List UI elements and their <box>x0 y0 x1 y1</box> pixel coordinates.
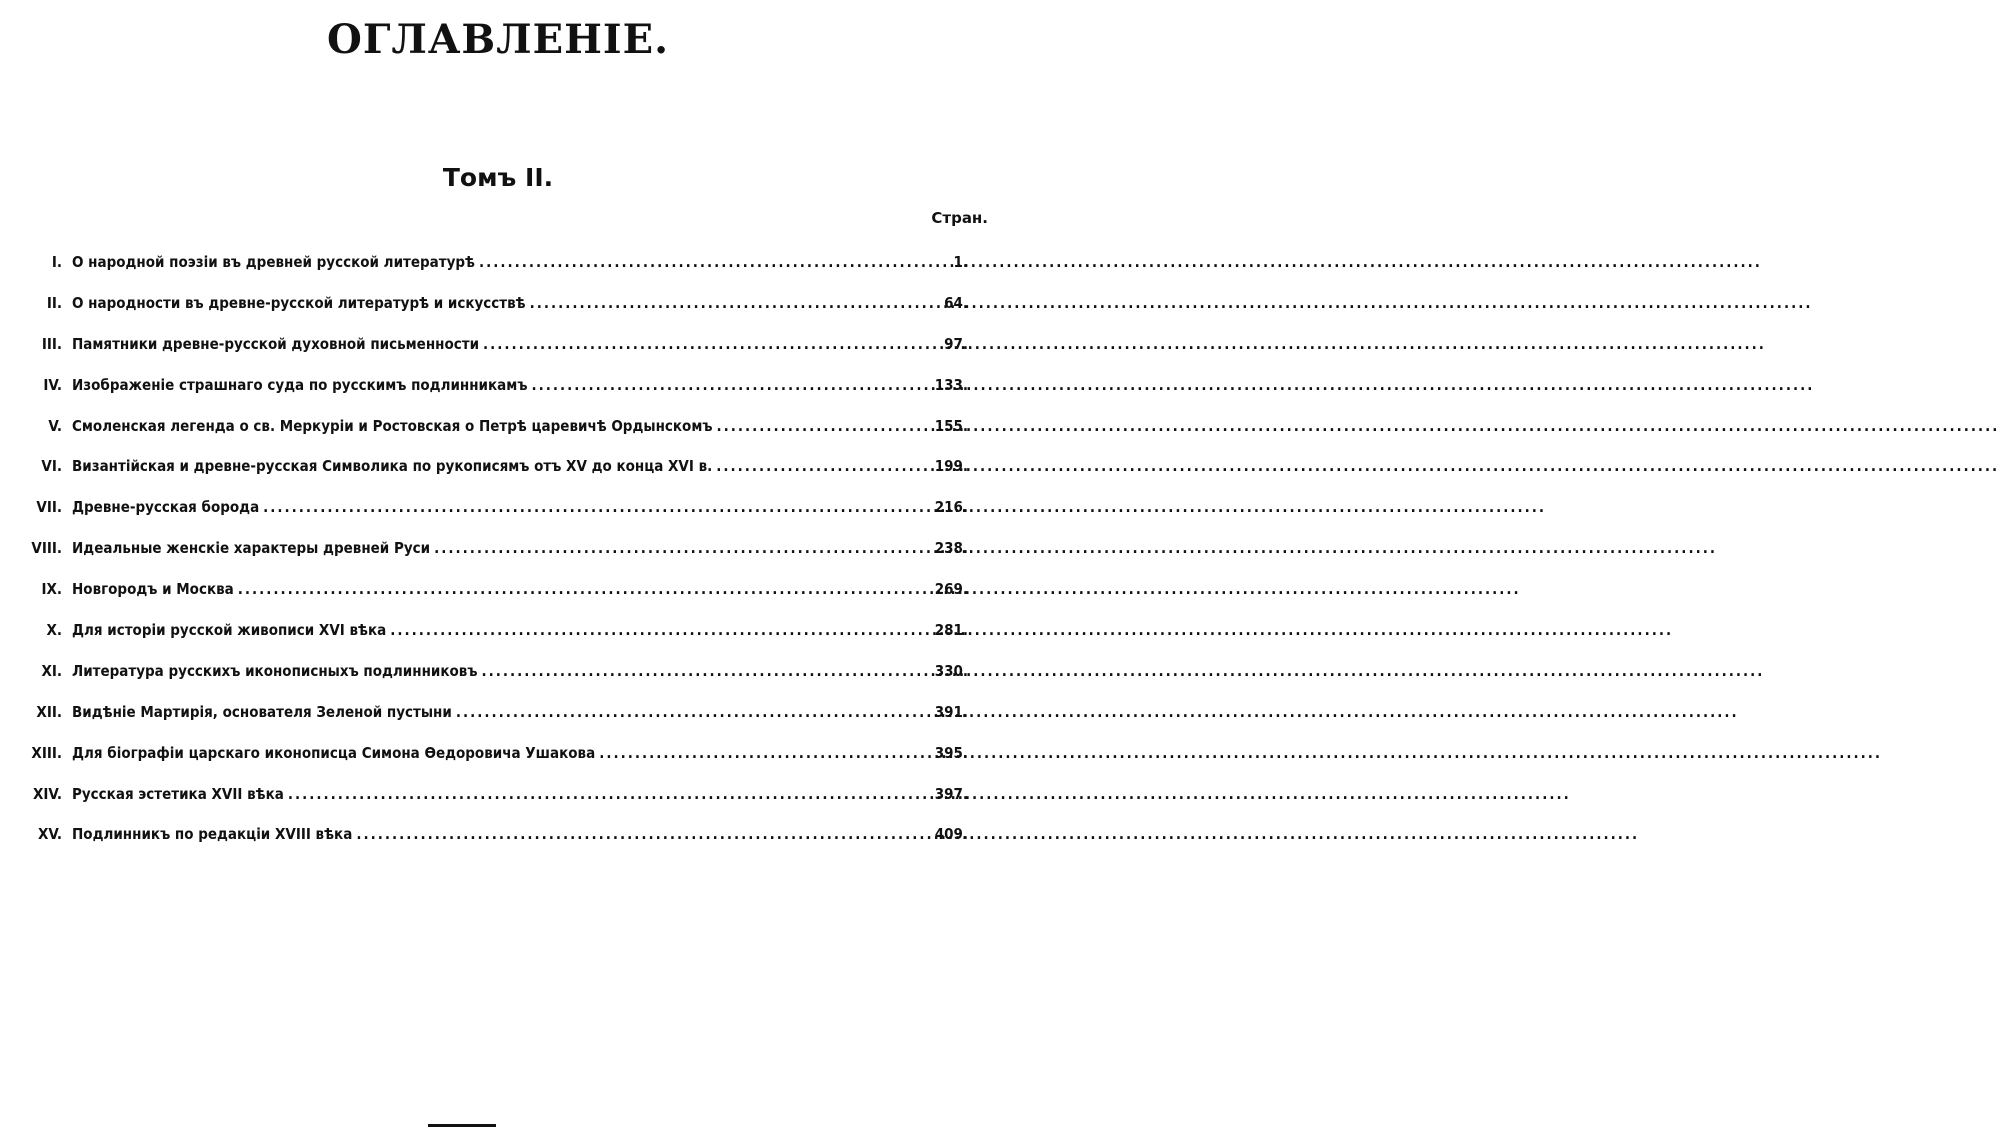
toc-entry-page: 64. <box>944 293 968 312</box>
dot-leader <box>526 293 938 313</box>
toc-entry-title: Изображеніе страшнаго суда по русскимъ подлинникамъ <box>72 375 528 394</box>
dot-leader <box>259 497 935 517</box>
toc-entry <box>0 533 996 574</box>
toc-entry-title: Подлинникъ по редакціи XVIII вѣка <box>72 825 353 844</box>
toc-entry-page: 409. <box>934 825 968 844</box>
toc-entry-number: IX. <box>41 580 62 599</box>
closing-rule <box>428 1124 496 1127</box>
toc-entry-page: 238. <box>934 539 968 558</box>
toc-entry-number: XII. <box>36 702 62 721</box>
toc-entry-title: Видѣніе Мартирія, основателя Зеленой пустыни <box>72 702 452 721</box>
toc-entry-page: 155. <box>934 416 968 435</box>
toc-entry-number: XIV. <box>32 784 62 803</box>
page-title: ОГЛАВЛЕНIЕ. <box>327 16 669 63</box>
dot-leader <box>713 416 935 436</box>
toc-entry <box>0 370 996 411</box>
toc-entry-number: V. <box>48 416 62 435</box>
dot-leader <box>479 334 938 354</box>
dot-leader <box>712 456 934 476</box>
dot-leader <box>595 743 935 763</box>
toc-entry-title: Византійская и древне-русская Символика по рукописямъ отъ XV до конца XVI в. <box>72 457 713 476</box>
toc-entry-number: XIII. <box>31 743 62 762</box>
toc-entry-number: VIII. <box>31 539 62 558</box>
toc-entry-title: Литература русскихъ иконописныхъ подлинниковъ <box>72 661 478 680</box>
toc-entry-page: 1. <box>953 253 968 271</box>
toc-entry-page: 397. <box>934 784 968 803</box>
toc-entry-title: О народности въ древне-русской литературѣ и искусствѣ <box>72 293 526 312</box>
toc-entry-title: Памятники древне-русской духовной письменности <box>72 334 480 353</box>
toc-entry-number: VI. <box>41 457 62 476</box>
dot-leader <box>527 375 934 395</box>
toc-entry-title: Новгородъ и Москва <box>72 580 234 599</box>
toc-entry-title: Для исторіи русской живописи XVI вѣка <box>72 621 387 640</box>
dot-leader <box>452 702 935 722</box>
dot-leader <box>352 824 934 844</box>
toc-entry-number: X. <box>46 621 62 640</box>
toc-entry-number: VII. <box>36 498 62 517</box>
toc-entry <box>0 574 996 615</box>
toc-entry <box>0 451 996 492</box>
toc-entry-title: Смоленская легенда о св. Меркуріи и Ростовская о Петрѣ царевичѣ Ордынскомъ <box>72 416 713 435</box>
toc-entry-title: Древне-русская борода <box>72 498 260 517</box>
toc-entry-title: Русская эстетика XVII вѣка <box>72 784 284 803</box>
toc-entry-page: 330. <box>934 661 968 680</box>
toc-entry-number: IV. <box>43 375 62 394</box>
toc-entry <box>0 615 996 656</box>
toc-entry <box>0 247 996 288</box>
toc-entry-number: III. <box>41 334 62 353</box>
toc-entry-title: Для біографіи царскаго иконописца Симона Ѳедоровича Ушакова <box>72 743 596 762</box>
dot-leader <box>284 784 935 804</box>
toc-entry-number: XV. <box>37 825 62 844</box>
toc-entry <box>0 492 996 533</box>
toc-entry-page: 391. <box>934 702 968 721</box>
toc-entry <box>0 288 996 329</box>
toc-entry-title: О народной поэзіи въ древней русской литературѣ <box>72 253 475 271</box>
toc-entry-page: 216. <box>934 498 968 517</box>
dot-leader <box>477 661 934 681</box>
toc-entry-number: XI. <box>41 661 62 680</box>
toc-entry-page: 97. <box>944 334 968 353</box>
toc-entry <box>0 738 996 779</box>
volume-heading: Томъ II. <box>442 163 554 192</box>
toc-entry-title: Идеальные женскіе характеры древней Руси <box>72 539 431 558</box>
toc-entry-page: 395. <box>934 743 968 762</box>
toc-entry-page: 133. <box>934 375 968 394</box>
toc-entry <box>0 819 996 860</box>
dot-leader <box>475 252 938 272</box>
toc-entry-page: 281. <box>934 621 968 640</box>
toc-entry <box>0 779 996 820</box>
toc-entry-number: II. <box>46 293 62 312</box>
toc-entry <box>0 656 996 697</box>
toc-entry <box>0 697 996 738</box>
toc-entry <box>0 411 996 452</box>
toc-entry-number: I. <box>51 253 62 271</box>
toc-entry-page: 269. <box>934 580 968 599</box>
dot-leader <box>234 579 935 599</box>
toc-entry <box>0 329 996 370</box>
page-column-header: Стран. <box>931 209 988 227</box>
dot-leader <box>430 538 935 558</box>
dot-leader <box>386 620 934 640</box>
table-of-contents <box>0 247 996 860</box>
toc-entry-page: 199. <box>934 457 968 476</box>
